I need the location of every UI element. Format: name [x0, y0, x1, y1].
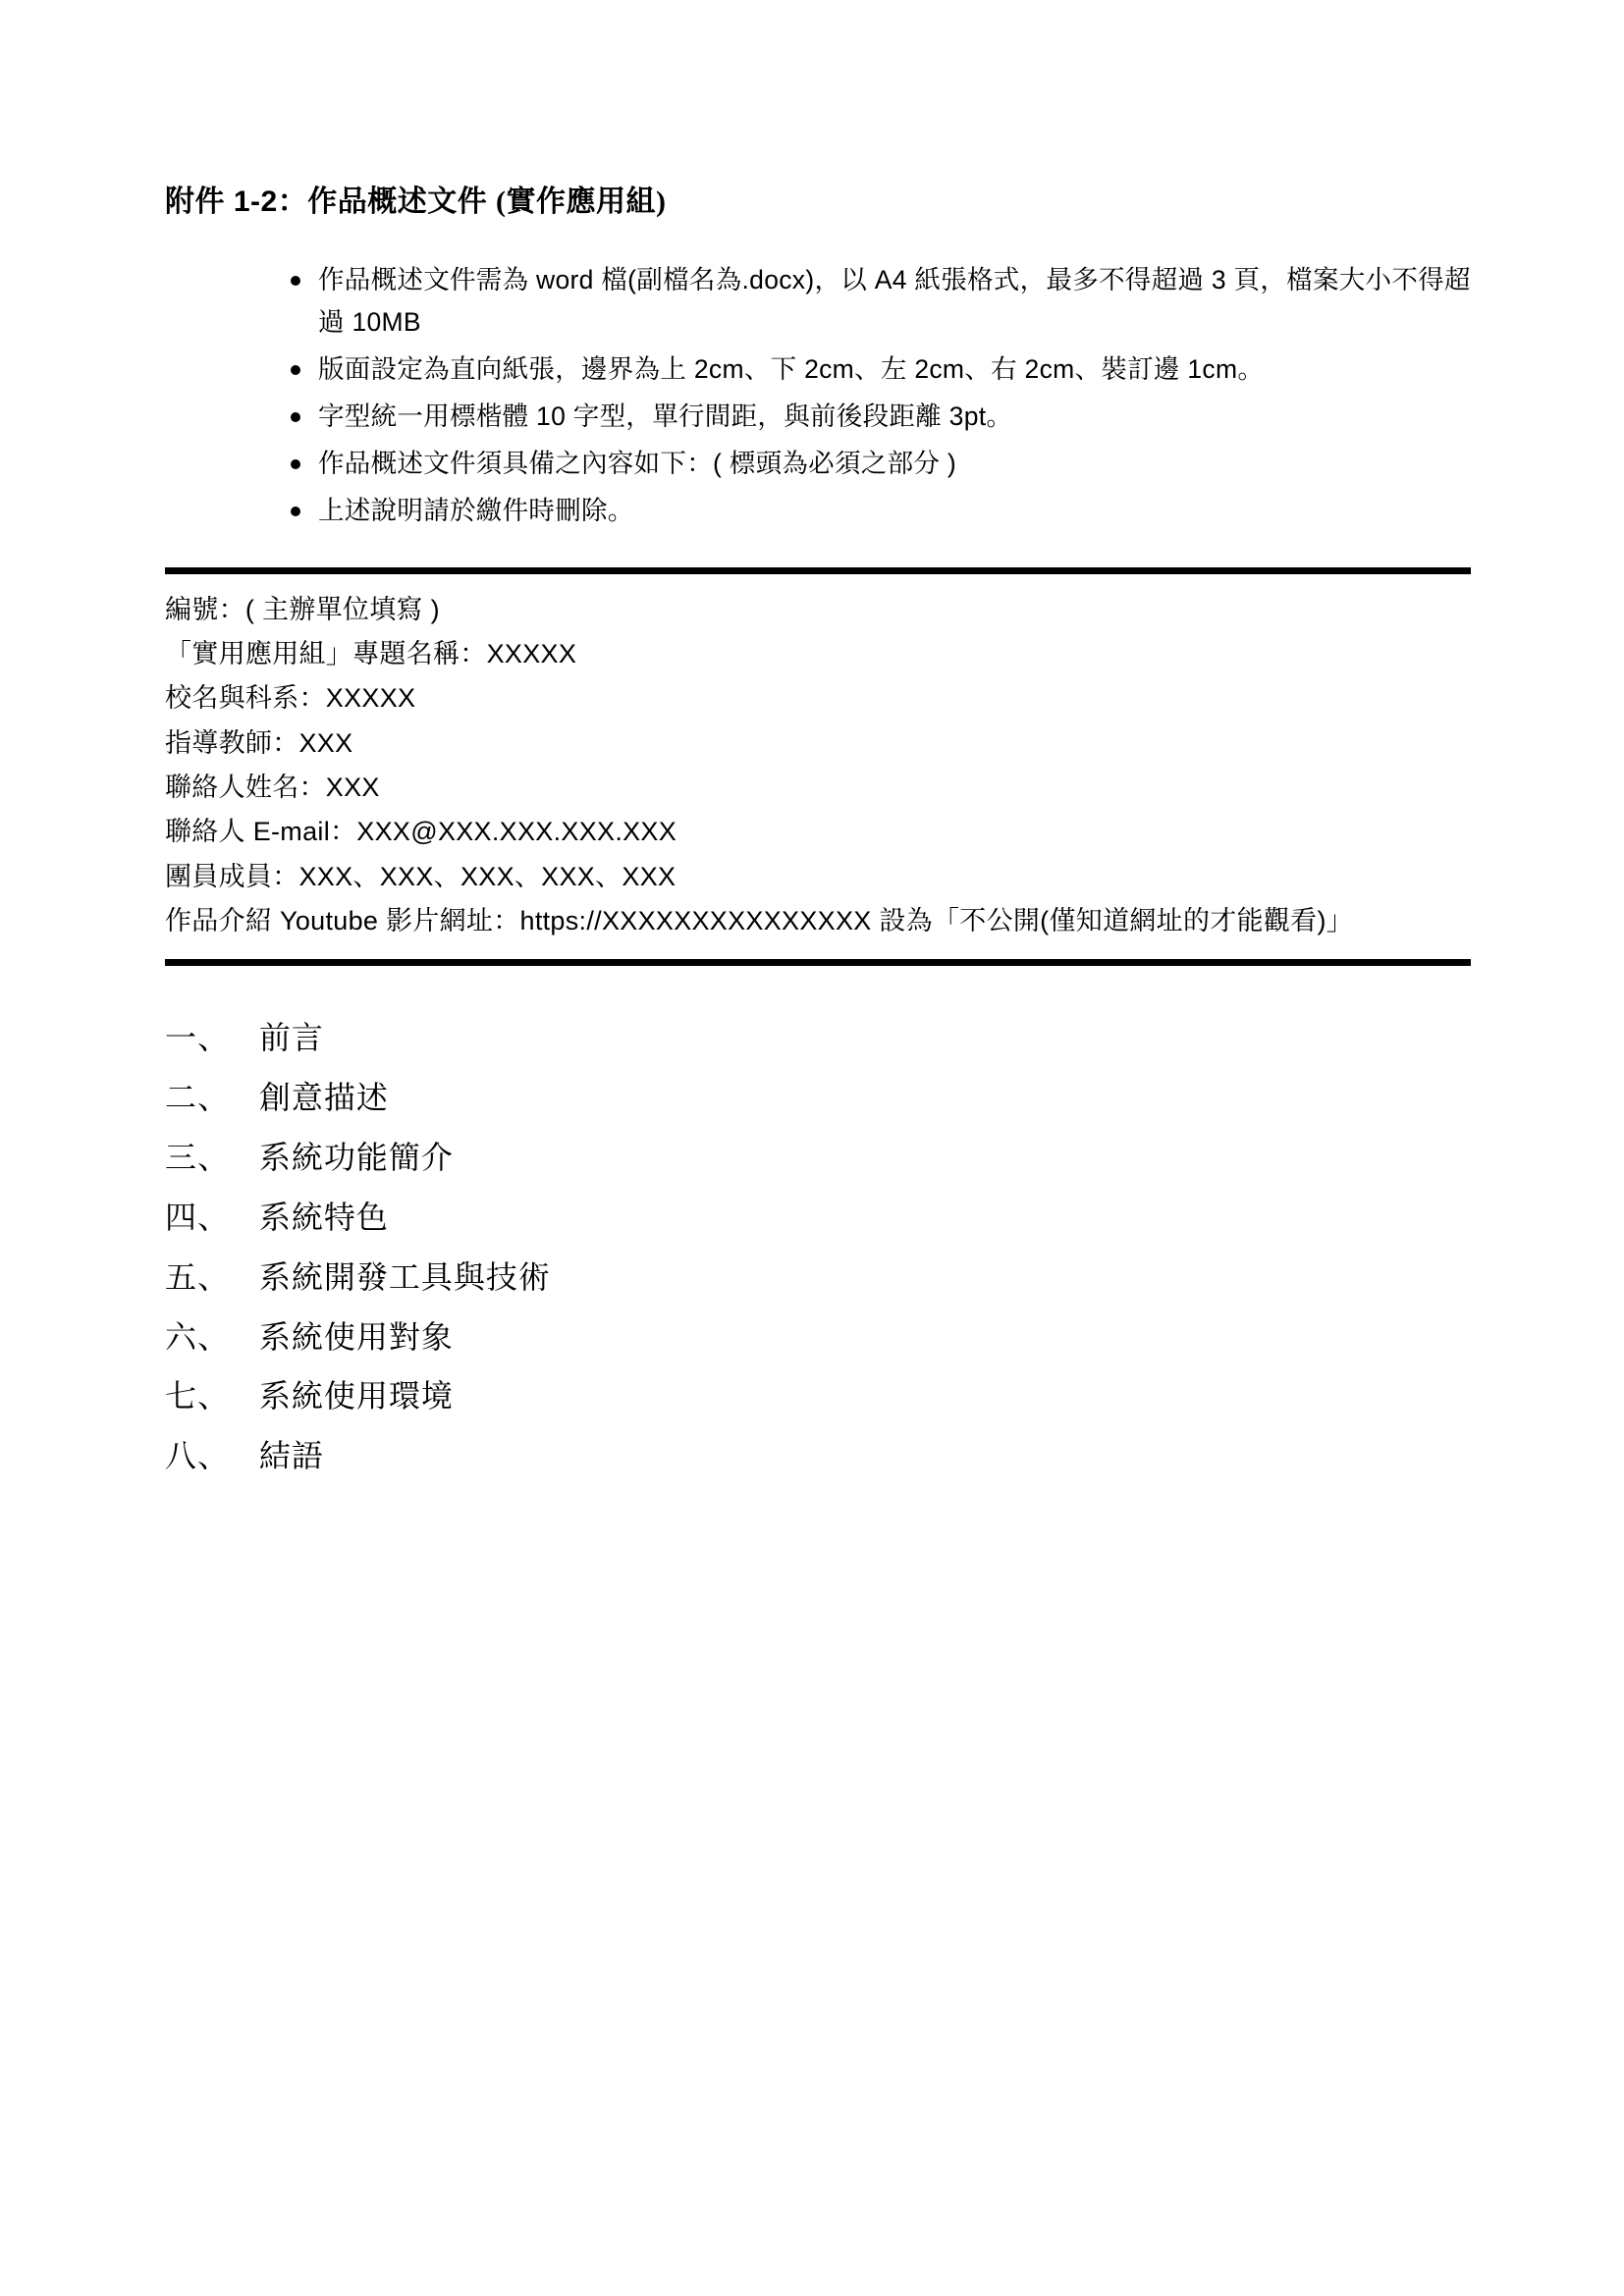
outline-item-label: 結語 — [258, 1438, 324, 1474]
outline-item-number: 四、 — [165, 1199, 231, 1235]
info-line-youtube: 作品介紹 Youtube 影片網址：https://XXXXXXXXXXXXXXX 設為「不公開(僅知道網址的才能觀看)」 — [165, 906, 1354, 936]
list-item: 字型統一用標楷體 10 字型，單行間距，與前後段距離 3pt。 — [289, 396, 1471, 438]
outline-item — [165, 1073, 1471, 1124]
info-line-topic: 「實用應用組」專題名稱：XXXXX — [165, 638, 577, 668]
info-line-contact-email: 聯絡人 E-mail：XXX@XXX.XXX.XXX.XXX — [165, 817, 677, 847]
outline-item-label: 前言 — [258, 1020, 324, 1056]
outline-item-number: 八、 — [165, 1438, 231, 1474]
section-outline — [165, 1013, 1471, 1482]
outline-item-label: 系統開發工具與技術 — [258, 1258, 551, 1295]
info-line-serial: 編號：( 主辦單位填寫 ) — [165, 594, 440, 624]
list-item: 作品概述文件須具備之內容如下：( 標頭為必須之部分 ) — [289, 443, 1471, 485]
list-item: 作品概述文件需為 word 檔(副檔名為.docx)，以 A4 紙張格式，最多不得超過 3 頁，檔案大小不得超過 10MB — [289, 259, 1471, 344]
info-line-contact-name: 聯絡人姓名：XXX — [165, 772, 380, 802]
outline-item-label: 系統使用環境 — [258, 1378, 454, 1415]
outline-item-label: 系統特色 — [258, 1199, 389, 1235]
outline-item — [165, 1013, 1471, 1064]
list-item: 版面設定為直向紙張，邊界為上 2cm、下 2cm、左 2cm、右 2cm、裝訂邊 1cm。 — [289, 348, 1471, 391]
outline-item-number: 五、 — [165, 1258, 231, 1295]
outline-item — [165, 1431, 1471, 1482]
outline-item — [165, 1371, 1471, 1422]
outline-item-number: 一、 — [165, 1020, 231, 1056]
page-title-group: (實作應用組) — [496, 186, 667, 218]
list-item: 上述說明請於繳件時刪除。 — [289, 490, 1471, 532]
page-title-main: 附件 1-2：作品概述文件 — [165, 186, 488, 218]
page-title — [165, 177, 1471, 220]
outline-item — [165, 1193, 1471, 1244]
instruction-list — [165, 259, 1471, 532]
info-line-school: 校名與科系：XXXXX — [165, 683, 416, 714]
outline-item-label: 創意描述 — [258, 1080, 389, 1116]
submission-header-block — [165, 567, 1471, 967]
outline-item-label: 系統使用對象 — [258, 1318, 454, 1355]
outline-item-number: 二、 — [165, 1080, 231, 1116]
outline-item-number: 三、 — [165, 1140, 231, 1176]
info-line-advisor: 指導教師：XXX — [165, 727, 353, 758]
document-body — [165, 177, 1471, 1491]
outline-item-number: 七、 — [165, 1378, 231, 1415]
outline-item-label: 系統功能簡介 — [258, 1140, 454, 1176]
outline-item-number: 六、 — [165, 1318, 231, 1355]
outline-item — [165, 1133, 1471, 1184]
outline-item — [165, 1312, 1471, 1363]
outline-item — [165, 1253, 1471, 1304]
info-line-members: 團員成員：XXX、XXX、XXX、XXX、XXX — [165, 861, 677, 891]
